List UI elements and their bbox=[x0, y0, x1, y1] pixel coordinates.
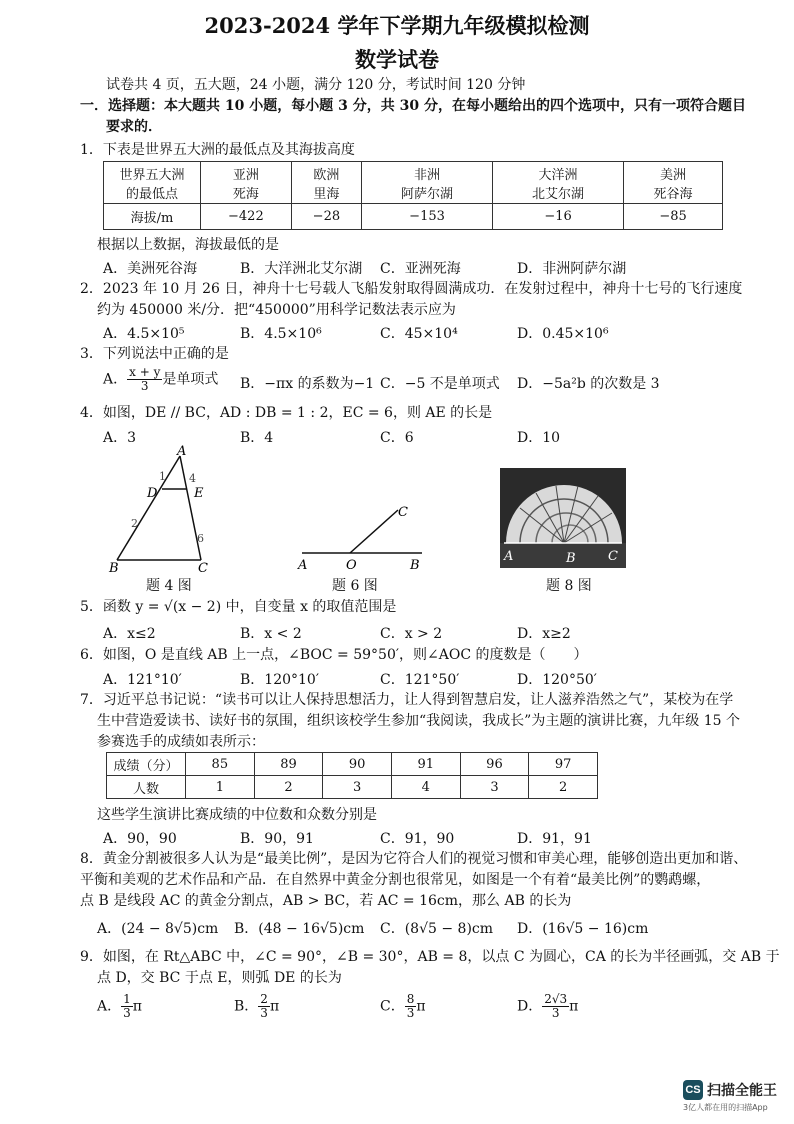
q4-option-b: B．4 bbox=[240, 430, 274, 446]
q8-option-a: A．(24 − 8√5)cm bbox=[97, 921, 219, 937]
fraction: $\frac{x + y}{3}$ bbox=[129, 365, 161, 393]
q4-stem: 4．如图，DE // BC，AD : DB = 1 : 2，EC = 6，则 AE 的长是 bbox=[80, 405, 493, 421]
fig8-label: A bbox=[504, 549, 514, 564]
q2-option-c: C．45×10⁴ bbox=[380, 326, 458, 342]
q9-option-c: C． $\frac{8}{3}$ π bbox=[380, 992, 426, 1020]
q9-option-a: A． $\frac{1}{3}$ π bbox=[97, 992, 142, 1020]
q8-line1: 8．黄金分割被很多人认为是“最美比例”，是因为它符合人们的视觉习惯和审美心理，能够创造出更加和谐、 bbox=[80, 851, 748, 867]
q7-option-d: D．91，91 bbox=[517, 831, 592, 847]
q7-line3: 参赛选手的成绩如表所示： bbox=[97, 734, 265, 750]
q6-option-c: C．121°50′ bbox=[380, 672, 460, 688]
q5-stem: 5．函数 y = √(x − 2) 中，自变量 x 的取值范围是 bbox=[80, 599, 397, 615]
fraction: $\frac{2√3}{3}$ bbox=[544, 992, 568, 1020]
q8-option-b: B．(48 − 16√5)cm bbox=[234, 921, 365, 937]
q1-head-cell: 世界五大洲 的最低点 bbox=[104, 162, 201, 204]
q6-option-a: A．121°10′ bbox=[103, 672, 182, 688]
q9-line2: 点 D，交 BC 于点 E，则弧 DE 的长为 bbox=[97, 970, 342, 986]
fraction: $\frac{8}{3}$ bbox=[406, 992, 415, 1020]
q7-option-b: B．90，91 bbox=[240, 831, 314, 847]
q1-head-cell: 美洲 死谷海 bbox=[624, 162, 723, 204]
q7-option-c: C．91，90 bbox=[380, 831, 455, 847]
q3-stem: 3．下列说法中正确的是 bbox=[80, 346, 229, 362]
q7-count: 2 bbox=[254, 776, 323, 799]
q1-row-label: 海拔/m bbox=[104, 204, 201, 230]
q1-table bbox=[103, 161, 723, 230]
fig4-mark: 4 bbox=[189, 472, 196, 485]
fraction: $\frac{1}{3}$ bbox=[123, 992, 131, 1020]
figure-8 bbox=[500, 468, 626, 568]
q7-count: 1 bbox=[186, 776, 255, 799]
fig6-label: C bbox=[398, 505, 408, 520]
watermark-tagline: 3亿人都在用的扫描App bbox=[683, 1103, 768, 1112]
q3-option-d: D．−5a²b 的次数是 3 bbox=[517, 376, 660, 392]
q7-count: 4 bbox=[391, 776, 460, 799]
fig6-caption: 题 6 图 bbox=[332, 578, 378, 594]
exam-info: 试卷共 4 页，五大题，24 小题，满分 120 分，考试时间 120 分钟 bbox=[106, 77, 526, 93]
q2-line1: 2．2023 年 10 月 26 日，神舟十七号载人飞船发射取得圆满成功．在发射过程中，神舟十七号的飞行速度 bbox=[80, 281, 743, 297]
q7-option-a: A．90，90 bbox=[103, 831, 177, 847]
q3-option-b: B．−πx 的系数为−1 bbox=[240, 376, 375, 392]
q1-head-cell: 大洋洲 北艾尔湖 bbox=[493, 162, 624, 204]
q1-head-cell: 欧洲 里海 bbox=[291, 162, 361, 204]
q6-stem: 6．如图，O 是直线 AB 上一点，∠BOC = 59°50′，则∠AOC 的度数是（ ） bbox=[80, 647, 588, 663]
q8-line2: 平衡和美观的艺术作品和产品．在自然界中黄金分割也很常见，如图是一个有着“最美比例”的鹦鹉螺， bbox=[80, 872, 711, 888]
q1-head-cell: 亚洲 死海 bbox=[201, 162, 292, 204]
q5-option-c: C．x > 2 bbox=[380, 626, 443, 642]
q8-line3: 点 B 是线段 AC 的黄金分割点，AB > BC，若 AC = 16cm，那么 AB 的长为 bbox=[80, 893, 572, 909]
section-heading: 一．选择题：本大题共 10 小题，每小题 3 分，共 30 分，在每小题给出的四个选项中，只有一项符合题目 bbox=[80, 98, 746, 114]
q1-option-c: C．亚洲死海 bbox=[380, 261, 461, 277]
figure-6 bbox=[290, 500, 430, 572]
q7-line2: 生中营造爱读书、读好书的氛围，组织该校学生参加“我阅读，我成长”为主题的演讲比赛，九年级 15 个 bbox=[97, 713, 741, 729]
figure-4 bbox=[105, 444, 225, 574]
q5-option-a: A．x≤2 bbox=[103, 626, 156, 642]
q7-after: 这些学生演讲比赛成绩的中位数和众数分别是 bbox=[97, 807, 377, 823]
q7-score: 90 bbox=[323, 753, 392, 776]
q7-score: 97 bbox=[529, 753, 598, 776]
scanner-watermark bbox=[683, 1080, 777, 1113]
q4-option-c: C．6 bbox=[380, 430, 414, 446]
q7-score: 89 bbox=[254, 753, 323, 776]
q7-row-label: 成绩（分） bbox=[107, 753, 186, 776]
q2-option-a: A．4.5×10⁵ bbox=[103, 326, 185, 342]
fig4-label: A bbox=[177, 444, 187, 459]
q2-option-b: B．4.5×10⁶ bbox=[240, 326, 322, 342]
q1-option-d: D．非洲阿萨尔湖 bbox=[517, 261, 627, 277]
q1-value: −153 bbox=[362, 204, 493, 230]
q1-value: −85 bbox=[624, 204, 723, 230]
q1-option-a: A．美洲死谷海 bbox=[103, 261, 198, 277]
fig6-label: B bbox=[410, 558, 420, 572]
q7-count: 2 bbox=[529, 776, 598, 799]
q6-option-b: B．120°10′ bbox=[240, 672, 320, 688]
fig4-mark: 1 bbox=[159, 470, 166, 483]
q1-value: −422 bbox=[201, 204, 292, 230]
exam-title: 2023-2024 学年下学期九年级模拟检测 bbox=[204, 13, 590, 38]
q5-option-d: D．x≥2 bbox=[517, 626, 571, 642]
cs-logo-icon: CS bbox=[683, 1080, 703, 1100]
fig4-label: E bbox=[194, 486, 204, 501]
q7-table bbox=[106, 752, 598, 799]
q6-option-d: D．120°50′ bbox=[517, 672, 597, 688]
q7-score: 96 bbox=[460, 753, 529, 776]
section-heading-cont: 要求的． bbox=[106, 119, 162, 135]
q1-option-b: B．大洋洲北艾尔湖 bbox=[240, 261, 363, 277]
fig6-label: A bbox=[298, 558, 308, 572]
q1-value: −16 bbox=[493, 204, 624, 230]
fig8-label: C bbox=[608, 549, 618, 564]
q2-line2: 约为 450000 米/分．把“450000”用科学记数法表示应为 bbox=[97, 302, 456, 318]
q3-option-a: A． $\frac{x + y}{3}$ 是单项式 bbox=[103, 365, 219, 393]
fig4-label: B bbox=[109, 561, 119, 574]
q7-score: 85 bbox=[186, 753, 255, 776]
q7-count: 3 bbox=[323, 776, 392, 799]
q7-count: 3 bbox=[460, 776, 529, 799]
q1-value: −28 bbox=[291, 204, 361, 230]
q7-row-label: 人数 bbox=[107, 776, 186, 799]
q9-option-b: B． $\frac{2}{3}$ π bbox=[234, 992, 280, 1020]
q1-head-cell: 非洲 阿萨尔湖 bbox=[362, 162, 493, 204]
fig4-mark: 2 bbox=[131, 517, 138, 530]
q5-option-b: B．x < 2 bbox=[240, 626, 302, 642]
q8-option-d: D．(16√5 − 16)cm bbox=[517, 921, 649, 937]
q7-score: 91 bbox=[391, 753, 460, 776]
q9-line1: 9．如图，在 Rt△ABC 中，∠C = 90°，∠B = 30°，AB = 8，以点 C 为圆心，CA 的长为半径画弧，交 AB 于 bbox=[80, 949, 780, 965]
q3-option-c: C．−5 不是单项式 bbox=[380, 376, 500, 392]
q4-option-a: A．3 bbox=[103, 430, 137, 446]
q1-stem: 1．下表是世界五大洲的最低点及其海拔高度 bbox=[80, 142, 355, 158]
fraction: $\frac{2}{3}$ bbox=[260, 992, 268, 1020]
q7-line1: 7．习近平总书记说：“读书可以让人保持思想活力，让人得到智慧启发，让人滋养浩然之气”，某校为在学 bbox=[80, 692, 734, 708]
fig4-caption: 题 4 图 bbox=[146, 578, 192, 594]
fig6-label: O bbox=[346, 558, 357, 572]
q1-after: 根据以上数据，海拔最低的是 bbox=[97, 237, 279, 253]
q2-option-d: D．0.45×10⁶ bbox=[517, 326, 609, 342]
q8-option-c: C．(8√5 − 8)cm bbox=[380, 921, 494, 937]
fig4-mark: 6 bbox=[197, 532, 204, 545]
q4-option-d: D．10 bbox=[517, 430, 561, 446]
fig4-label: D bbox=[147, 486, 158, 501]
watermark-brand: 扫描全能王 bbox=[707, 1083, 777, 1099]
fig8-label: B bbox=[566, 551, 576, 566]
fig4-label: C bbox=[198, 561, 208, 574]
fig8-caption: 题 8 图 bbox=[546, 578, 592, 594]
exam-subtitle: 数学试卷 bbox=[355, 47, 439, 72]
q9-option-d: D． $\frac{2√3}{3}$ π bbox=[517, 992, 579, 1020]
